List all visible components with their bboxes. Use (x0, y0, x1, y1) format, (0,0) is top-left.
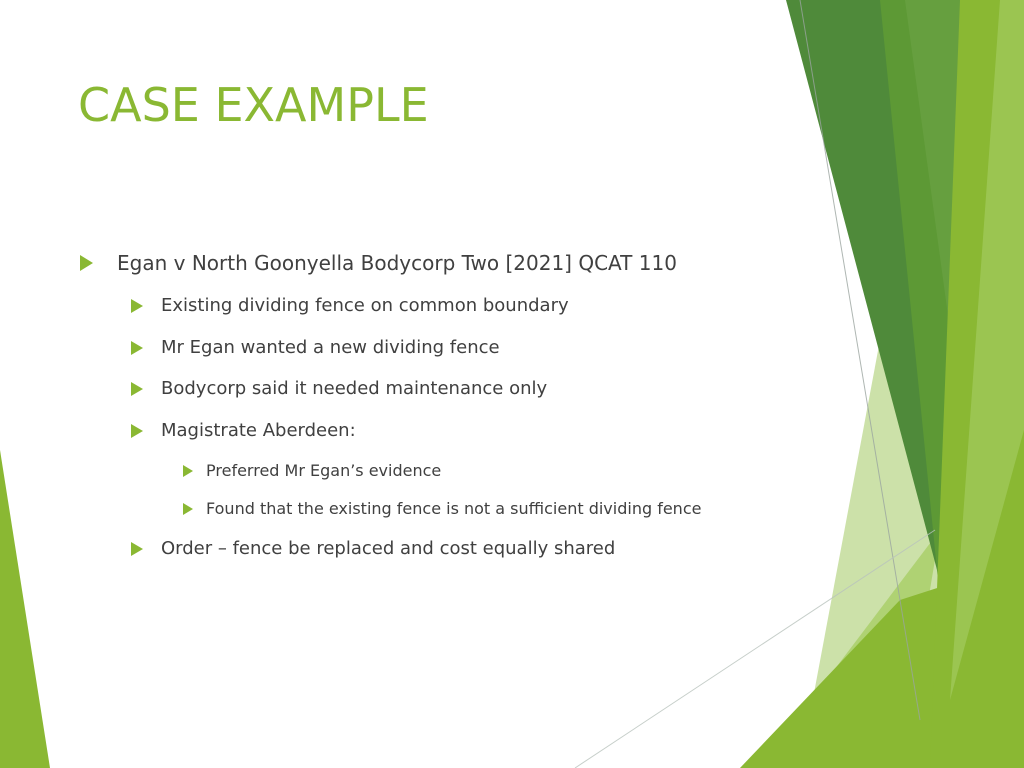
bullet-text: Preferred Mr Egan’s evidence (206, 461, 442, 480)
bullet-text: Mr Egan wanted a new dividing fence (161, 337, 500, 358)
bullet-maintenance (131, 378, 547, 399)
triangle-bullet-icon (131, 299, 143, 313)
slide-title: CASE EXAMPLE (78, 78, 429, 132)
bullet-existing-fence (131, 295, 569, 316)
bullet-text: Bodycorp said it needed maintenance only (161, 378, 548, 399)
triangle-bullet-icon (183, 465, 193, 477)
triangle-bullet-icon (131, 424, 143, 438)
triangle-bullet-icon (131, 542, 143, 556)
bullet-order (131, 538, 615, 559)
triangle-bullet-icon (131, 382, 143, 396)
bullet-text: Found that the existing fence is not a sufficient dividing fence (206, 499, 702, 518)
triangle-bullet-icon (80, 255, 93, 271)
bullet-text: Magistrate Aberdeen: (161, 420, 356, 441)
bullet-found-insufficient (183, 499, 701, 518)
triangle-bullet-icon (131, 341, 143, 355)
bullet-text: Egan v North Goonyella Bodycorp Two [2021] QCAT 110 (117, 251, 677, 275)
bullet-magistrate (131, 420, 356, 441)
bullet-text: Order – fence be replaced and cost equally shared (161, 538, 616, 559)
bullet-new-fence (131, 337, 500, 358)
bullet-text: Existing dividing fence on common boundary (161, 295, 569, 316)
triangle-bullet-icon (183, 503, 193, 515)
bullet-preferred-evidence (183, 461, 441, 480)
bullet-case-citation (80, 251, 677, 275)
